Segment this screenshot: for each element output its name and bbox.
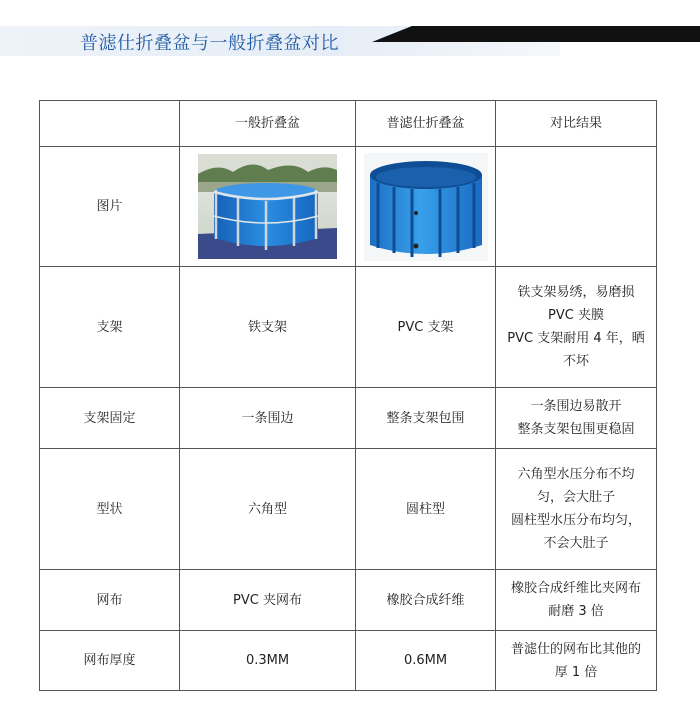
header-banner bbox=[0, 26, 700, 56]
pulvshi-value: 圆柱型 bbox=[356, 449, 496, 570]
row-label: 网布厚度 bbox=[40, 631, 180, 691]
pulvshi-value: 0.6MM bbox=[356, 631, 496, 691]
result-line: 橡胶合成纤维比夹网布 bbox=[510, 581, 641, 596]
result-line: 不会大肚子 bbox=[543, 536, 609, 551]
table-row bbox=[40, 570, 657, 631]
result-line: 整条支架包围更稳固 bbox=[517, 422, 635, 437]
row-label: 支架 bbox=[40, 267, 180, 388]
header-cell-general: 一般折叠盆 bbox=[180, 101, 356, 147]
pulvshi-value: PVC 支架 bbox=[356, 267, 496, 388]
row-label: 支架固定 bbox=[40, 388, 180, 449]
result-line: 不坏 bbox=[562, 354, 589, 369]
pulvshi-pool-image-cell bbox=[356, 147, 496, 267]
table-row bbox=[40, 147, 657, 267]
pulvshi-value: 橡胶合成纤维 bbox=[356, 570, 496, 631]
row-label: 网布 bbox=[40, 570, 180, 631]
row-label: 图片 bbox=[40, 147, 180, 267]
general-value: PVC 夹网布 bbox=[180, 570, 356, 631]
result-line: 匀，会大肚子 bbox=[536, 490, 615, 505]
general-pool-image bbox=[198, 154, 337, 259]
table-header-row bbox=[40, 101, 657, 147]
banner-accent-bar bbox=[372, 26, 700, 42]
table-row bbox=[40, 449, 657, 570]
row-result bbox=[496, 388, 657, 449]
result-line: 普滤仕的网布比其他的 bbox=[510, 641, 641, 657]
result-line: 一条围边易散开 bbox=[530, 399, 622, 414]
header-cell-empty bbox=[40, 101, 180, 147]
header-cell-pulvshi: 普滤仕折叠盆 bbox=[356, 101, 496, 147]
row-result bbox=[496, 631, 657, 691]
row-result bbox=[496, 449, 657, 570]
result-line: 耐磨 3 倍 bbox=[548, 604, 604, 619]
general-value: 铁支架 bbox=[180, 267, 356, 388]
comparison-table bbox=[39, 100, 657, 691]
result-line: 圆柱型水压分布均匀， bbox=[510, 513, 641, 528]
result-line: PVC 夹膜 bbox=[548, 308, 604, 323]
general-value: 0.3MM bbox=[180, 631, 356, 691]
general-value: 一条围边 bbox=[180, 388, 356, 449]
table-row bbox=[40, 388, 657, 449]
page-title: 普滤仕折叠盆与一般折叠盆对比 bbox=[80, 33, 339, 54]
result-line: 厚 1 倍 bbox=[554, 664, 598, 680]
pulvshi-value: 整条支架包围 bbox=[356, 388, 496, 449]
header-cell-result: 对比结果 bbox=[496, 101, 657, 147]
general-pool-image-cell bbox=[180, 147, 356, 267]
result-line: PVC 支架耐用 4 年，晒 bbox=[507, 331, 645, 346]
table-row bbox=[40, 267, 657, 388]
row-label: 型状 bbox=[40, 449, 180, 570]
row-result bbox=[496, 570, 657, 631]
general-value: 六角型 bbox=[180, 449, 356, 570]
result-line: 六角型水压分布不均 bbox=[517, 467, 635, 482]
pulvshi-pool-image bbox=[364, 153, 488, 261]
table-row bbox=[40, 631, 657, 691]
row-result bbox=[496, 147, 657, 267]
row-result bbox=[496, 267, 657, 388]
result-line: 铁支架易绣，易磨损 bbox=[517, 285, 635, 300]
